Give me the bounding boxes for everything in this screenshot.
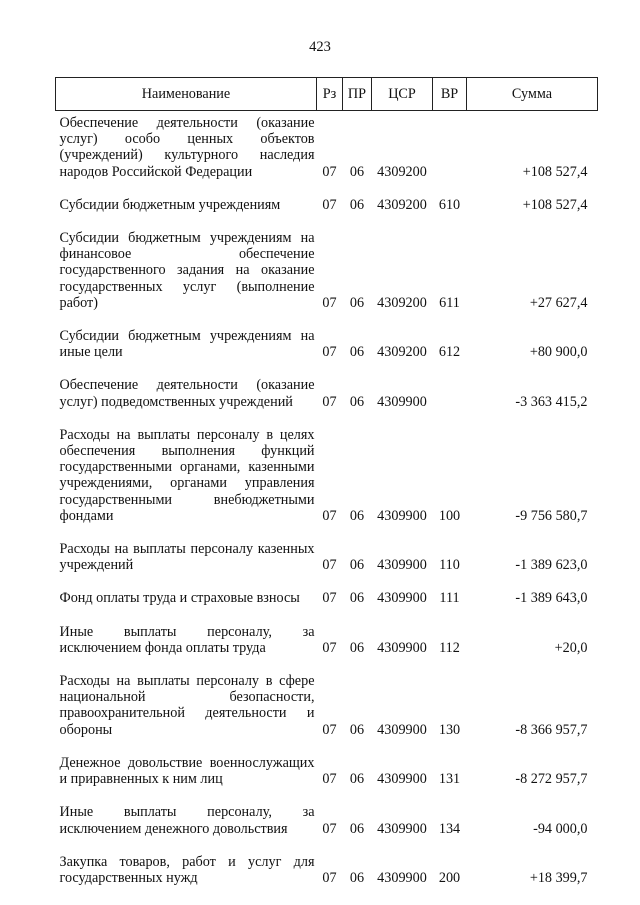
row-csr: 4309900 bbox=[377, 507, 427, 524]
row-pr: 06 bbox=[349, 820, 365, 837]
row-pr: 06 bbox=[349, 771, 365, 788]
row-rz: 07 bbox=[322, 196, 337, 213]
row-csr: 4309900 bbox=[377, 771, 427, 788]
row-name: Фонд оплаты труда и страховые взносы bbox=[59, 590, 300, 607]
table-row bbox=[56, 424, 598, 538]
row-vr: 130 bbox=[438, 721, 461, 738]
row-sum: +20,0 bbox=[554, 639, 588, 656]
row-rz: 07 bbox=[322, 590, 337, 607]
row-vr: 611 bbox=[439, 294, 460, 311]
row-vr: 134 bbox=[438, 820, 461, 837]
row-pr: 06 bbox=[349, 196, 365, 213]
table-body bbox=[56, 111, 598, 901]
row-vr: 131 bbox=[438, 771, 461, 788]
row-sum: -3 363 415,2 bbox=[515, 393, 588, 410]
row-name: Расходы на выплаты персоналу казенных учреждений bbox=[59, 541, 315, 574]
row-csr: 4309900 bbox=[377, 820, 427, 837]
table-row bbox=[56, 670, 598, 752]
header-vr: ВР bbox=[433, 78, 467, 111]
row-rz: 07 bbox=[322, 557, 337, 574]
row-sum: -94 000,0 bbox=[533, 820, 588, 837]
row-csr: 4309200 bbox=[377, 196, 427, 213]
table-header bbox=[56, 78, 598, 111]
header-csr: ЦСР bbox=[372, 78, 433, 111]
header-name: Наименование bbox=[56, 78, 317, 111]
row-rz: 07 bbox=[322, 771, 337, 788]
table-row bbox=[56, 538, 598, 587]
row-sum: +27 627,4 bbox=[529, 294, 588, 311]
row-name: Иные выплаты персоналу, за исключением денежного довольствия bbox=[59, 804, 315, 837]
row-pr: 06 bbox=[349, 163, 365, 180]
row-csr: 4309900 bbox=[377, 590, 427, 607]
table-row bbox=[56, 325, 598, 374]
table-row bbox=[56, 752, 598, 801]
table-row bbox=[56, 621, 598, 670]
row-csr: 4309900 bbox=[377, 721, 427, 738]
row-sum: -1 389 623,0 bbox=[515, 557, 588, 574]
row-rz: 07 bbox=[322, 721, 337, 738]
row-vr bbox=[433, 111, 467, 194]
table-row bbox=[56, 111, 598, 194]
budget-table bbox=[55, 77, 598, 900]
row-rz: 07 bbox=[322, 393, 337, 410]
table-row bbox=[56, 227, 598, 325]
row-pr: 06 bbox=[349, 294, 365, 311]
header-pr: ПР bbox=[343, 78, 372, 111]
row-pr: 06 bbox=[349, 393, 365, 410]
row-pr: 06 bbox=[349, 869, 365, 886]
row-pr: 06 bbox=[349, 557, 365, 574]
row-sum: -8 272 957,7 bbox=[515, 771, 588, 788]
row-name: Субсидии бюджетным учреждениям на финансовое обеспечение государственного задания на оказание государственных услуг (выполнение работ) bbox=[59, 230, 315, 311]
row-vr: 112 bbox=[439, 639, 460, 656]
table-row bbox=[56, 801, 598, 850]
row-vr: 100 bbox=[438, 507, 461, 524]
row-sum: +18 399,7 bbox=[529, 869, 588, 886]
row-pr: 06 bbox=[349, 590, 365, 607]
row-name: Иные выплаты персоналу, за исключением фонда оплаты труда bbox=[59, 623, 315, 656]
row-vr: 610 bbox=[438, 196, 461, 213]
row-csr: 4309200 bbox=[377, 163, 427, 180]
row-name: Расходы на выплаты персоналу в целях обеспечения выполнения функций государственными органами, казенными учреждениями, органами управления государственными внебюджетными фондами bbox=[59, 426, 315, 524]
row-name: Денежное довольствие военнослужащих и приравненных к ним лиц bbox=[59, 754, 315, 788]
row-vr: 200 bbox=[438, 869, 461, 886]
row-sum: -8 366 957,7 bbox=[515, 721, 588, 738]
row-rz: 07 bbox=[322, 820, 337, 837]
row-sum: -9 756 580,7 bbox=[515, 507, 588, 524]
row-sum: +108 527,4 bbox=[522, 163, 588, 180]
row-name: Расходы на выплаты персоналу в сфере национальной безопасности, правоохранительной деятельности и обороны bbox=[59, 673, 315, 738]
row-csr: 4309900 bbox=[377, 557, 427, 574]
row-name: Обеспечение деятельности (оказание услуг) особо ценных объектов (учреждений) культурного наследия народов Российской Федерации bbox=[59, 115, 315, 180]
row-name: Обеспечение деятельности (оказание услуг) подведомственных учреждений bbox=[59, 377, 315, 410]
row-csr: 4309900 bbox=[377, 639, 427, 656]
row-pr: 06 bbox=[349, 721, 365, 738]
page-number: 423 bbox=[309, 39, 331, 55]
row-name: Субсидии бюджетным учреждениям на иные цели bbox=[59, 328, 315, 361]
row-vr: 110 bbox=[439, 557, 460, 574]
row-rz: 07 bbox=[322, 869, 337, 886]
row-rz: 07 bbox=[322, 294, 337, 311]
row-pr: 06 bbox=[349, 507, 365, 524]
table-row bbox=[56, 587, 598, 620]
row-vr: 612 bbox=[438, 344, 461, 361]
row-rz: 07 bbox=[322, 507, 337, 524]
row-pr: 06 bbox=[349, 639, 365, 656]
row-rz: 07 bbox=[322, 639, 337, 656]
row-sum: -1 389 643,0 bbox=[515, 590, 588, 607]
row-name: Закупка товаров, работ и услуг для государственных нужд bbox=[59, 853, 315, 886]
row-csr: 4309900 bbox=[377, 869, 427, 886]
row-csr: 4309900 bbox=[377, 393, 427, 410]
table-row bbox=[56, 851, 598, 900]
row-csr: 4309200 bbox=[377, 344, 427, 361]
row-sum: +80 900,0 bbox=[529, 344, 588, 361]
row-rz: 07 bbox=[322, 163, 337, 180]
row-rz: 07 bbox=[322, 344, 337, 361]
row-sum: +108 527,4 bbox=[522, 196, 588, 213]
header-rz: Рз bbox=[317, 78, 343, 111]
row-pr: 06 bbox=[349, 344, 365, 361]
row-vr bbox=[433, 374, 467, 423]
table-row bbox=[56, 194, 598, 227]
row-csr: 4309200 bbox=[377, 294, 427, 311]
row-name: Субсидии бюджетным учреждениям bbox=[59, 196, 281, 213]
header-sum: Сумма bbox=[467, 78, 598, 111]
table-row bbox=[56, 374, 598, 423]
row-vr: 111 bbox=[439, 590, 460, 607]
